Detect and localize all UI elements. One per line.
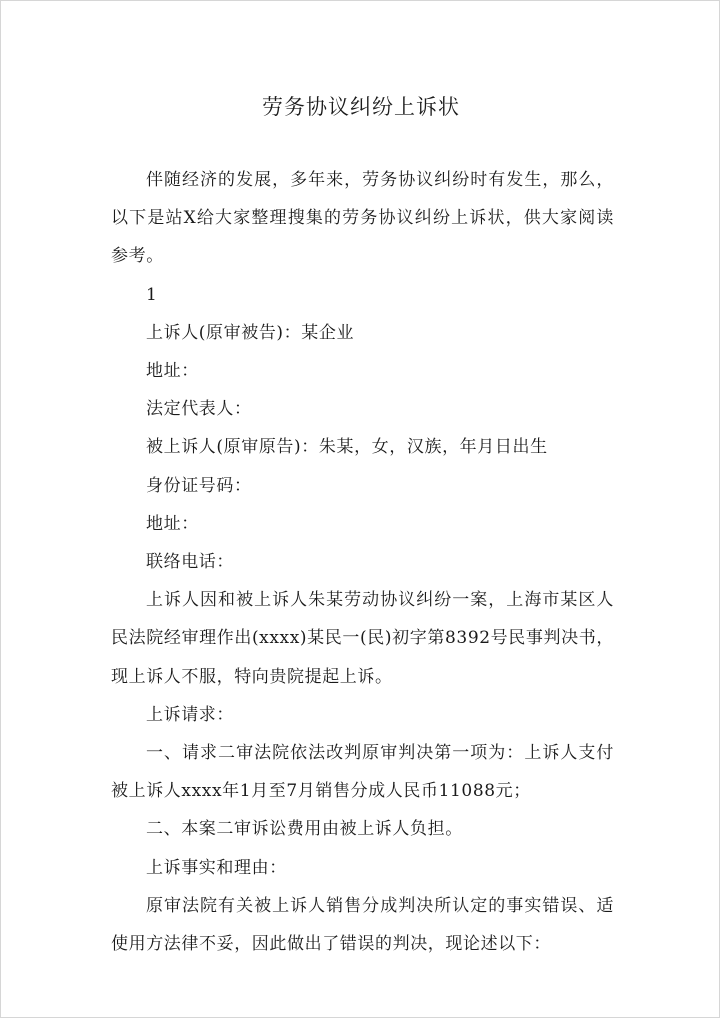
appeal-requests-heading: 上诉请求： [146,704,234,725]
appellee-line: 被上诉人(原审原告)：朱某，女，汉族，年月日出生 [146,437,548,458]
facts-and-reasons-heading: 上诉事实和理由： [146,857,287,878]
appellant-line: 上诉人(原审被告)：某企业 [146,322,355,343]
appeal-request-item-1: 一、请求二审法院依法改判原审判决第一项为：上诉人支付被上诉人xxxx年1月至7月销售分成人民币11088元； [111,743,614,802]
id-number-line: 身份证号码： [146,475,252,496]
intro-paragraph: 伴随经济的发展，多年来，劳务协议纠纷时有发生，那么，以下是站X给大家整理搜集的劳务协议纠纷上诉状，供大家阅读参考。 [111,170,614,267]
appeal-request-item-2: 二、本案二审诉讼费用由被上诉人负担。 [146,819,463,840]
facts-and-reasons-paragraph: 原审法院有关被上诉人销售分成判决所认定的事实错误、适使用方法律不妥，因此做出了错误的判决，现论述以下： [111,895,614,955]
legal-representative-line: 法定代表人： [146,399,252,420]
appellant-address-line: 地址： [146,361,199,382]
appellee-address-line: 地址： [146,513,199,534]
phone-line: 联络电话： [146,552,234,573]
case-background-paragraph: 上诉人因和被上诉人朱某劳动协议纠纷一案，上海市某区人民法院经审理作出(xxxx)某民一(民)初字第8392号民事判决书，现上诉人不服，特向贵院提起上诉。 [111,590,614,687]
document-title: 劳务协议纠纷上诉状 [262,95,460,119]
document-body [111,161,614,963]
section-number: 1 [146,284,158,305]
